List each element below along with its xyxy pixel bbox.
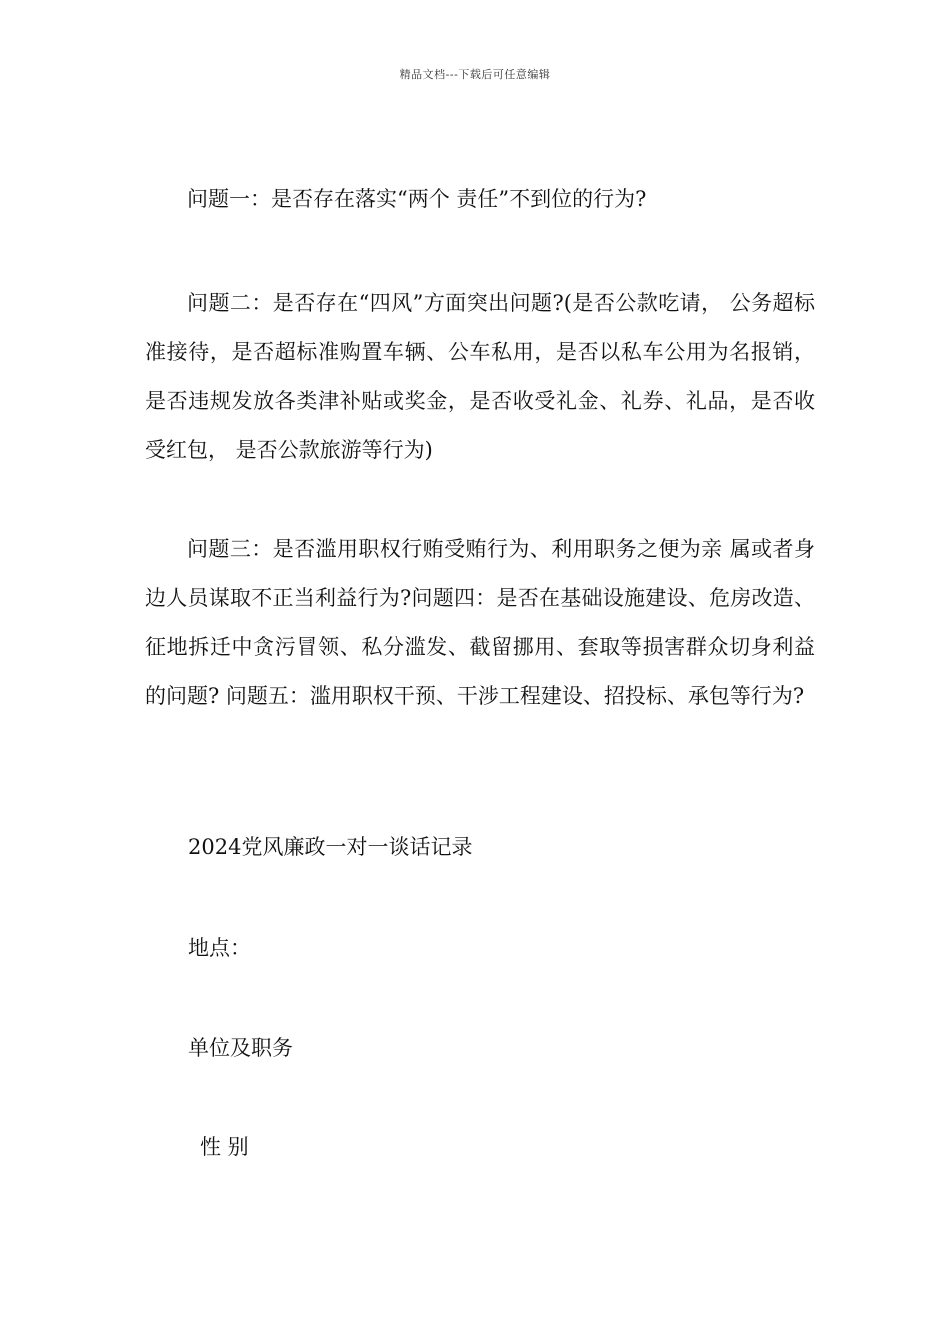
question-three-paragraph: 问题三：是否滥用职权行贿受贿行为、利用职务之便为亲 属或者身边人员谋取不正当利益行为?问题四：是否在基础设施建设、危房改造、 征地拆迁中贪污冒领、私分滥发、截留挪用、套取等损害群众切身利益的问题? 问题五：滥用职权干预、干涉工程建设、招投标、承包等行为?	[145, 537, 815, 708]
record-title: 2024党风廉政一对一谈话记录	[188, 835, 473, 859]
question-two-paragraph: 问题二：是否存在“四风”方面突出问题?(是否公款吃请， 公务超标准接待，是否超标准购置车辆、公车私用，是否以私车公用为名报销， 是否违规发放各类津补贴或奖金，是否收受礼金、礼券、礼品，是否收受红包， 是否公款旅游等行为)	[145, 291, 815, 462]
page-header: 精品文档---下载后可任意编辑	[399, 68, 551, 81]
location-label: 地点：	[188, 936, 251, 960]
gender-label: 性 别	[200, 1135, 249, 1159]
question-one-paragraph: 问题一：是否存在落实“两个 责任”不到位的行为?	[187, 187, 647, 211]
unit-position-label: 单位及职务	[188, 1036, 293, 1060]
